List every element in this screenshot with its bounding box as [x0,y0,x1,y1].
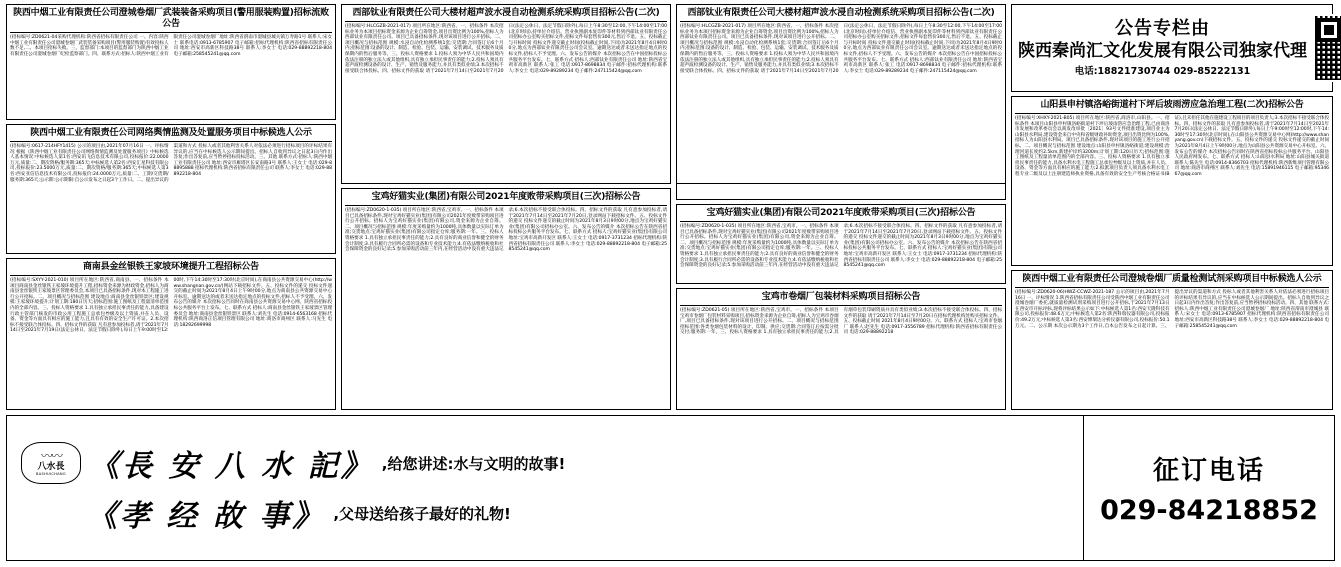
ad-logo-pinyin: BASHUICHANG [35,471,67,476]
notice-title: 陕西中烟工业有限责任公司澄城卷烟厂武装装备采购项目(警用服装购置)招标流败公告 [10,7,332,33]
ad-subscription[interactable] [1083,416,1334,560]
notice-block[interactable] [341,188,671,410]
notice-block[interactable] [341,4,671,184]
ad-logo-cn: 八水長 [37,461,65,472]
subscription-label: 征订电话 [1152,456,1265,486]
notice-title: 山阳县申村镇洛峪街道村下坪后坡雨涝应急治理工程(二次)招标公告 [1015,99,1329,114]
brand-block [1011,4,1333,92]
notice-block[interactable] [676,204,1006,284]
notice-title: 陕西中烟工业有限责任公司澄城卷烟厂质量检测试剂采购项目中标候选人公示 [1015,273,1329,288]
notice-title: 西部钛业有限责任公司大楼材超声波水浸自动检测系统采购项目招标公告(二次) [680,7,1002,22]
wave-icon: 〰〰 [40,448,61,463]
notice-body: (招标编号:ZD0621-04采购代理机构:陕西省招标有限责任公司 一、内容:陕西中烟工业有限责任公司澄城卷烟厂武装装备采购项目(警用服装购置)有效投标人数不足,二、本项目招标失败。三、监督部门:本项目的监督部门为陕西中烟工业有限责任公司澄城卷烟厂纪检监察部门。四、联系方式:招标人:陕西中烟工业有限责任公司澄城卷烟厂地址:陕西省渭南市澄城县城关镇万寿路1号 联系人:宋女士 联系电话:0913-6785907 电子邮箱:招标代理机构:陕西省招标有限责任公司 地址:西安市高新区科技路38号 联系人:李女士 电话:029-88892218-804 电子邮箱:258545241@qq.com [10,35,332,57]
notice-columns [6,4,1335,410]
notice-title: 宝鸡市卷烟厂包装材料采购项目招标公告 [680,291,1002,306]
bashuichang-logo-icon [21,442,81,484]
notice-title: 宝鸡好猫实业(集团)有限公司2021年度败带采购项目(三次)招标公告 [345,191,667,206]
brand-line-2: 陕西秦尚汇文化发展有限公司独家代理 [1018,40,1307,61]
notice-title: 西部钛业有限责任公司大楼材超声波水浸自动检测系统采购项目招标公告(二次) [345,7,667,22]
ad-subtitle-line-1: ,给您讲述:水与文明的故事! [381,454,566,473]
notice-body: (招标编号:ZD0620-1-035) 项目所在地区:陕西省,宝鸡市。一、招标条件 本项目已具备招标条件,现对宝鸡好猫实业(集团)有限公司2021年度败带采购项目进行公开招标。招标人为宝鸡好猫实业(集团)有限公司,资金来源为企业自筹。二、项目概况与招标范围 规模:年度采购量约为1000吨,具体数量以实际订单为准;交货地点:宝鸡好猫实业(集团)有限公司指定仓库;服务期:一年。三、投标人资格要求 1.具有独立承担民事责任的能力;2.具有良好的商业信誉和健全的财务会计制度;3.具有履行合同所必需的设备和专业技术能力;4.有依法缴纳税收和社会保障资金的良好记录;5.参加采购活动前三年内,在经营活动中没有重大违法记录;6.本次招标不接受联合体投标。四、招标文件的获取 凡有意参加投标者,请于2021年7月14日至2021年7月20日,登录网站下载招标文件。五、投标文件的递交 投标文件递交的截止时间为2021年8月3日9时00分,地点为宝鸡好猫实业(集团)有限公司招标办公室。六、发布公告的媒介 本次招标公告在陕西省招标投标公共服务平台发布。七、联系方式 招标人:宝鸡好猫实业(集团)有限公司 地址:宝鸡市高新开发区 联系人:王女士 电话:0917-3731234 招标代理机构:陕西省招标有限责任公司 联系人:李女士 电话:029-88892218-804 电子邮箱:258545241@qq.com [345,208,667,253]
ad-title-line-2: 《孝 经 故 事》 [87,499,326,534]
ad-subtitle-line-2: ,父母送给孩子最好的礼物! [333,504,511,523]
notice-body: (招标编号:ZD0620-06)HWZ-CCWZ-2021-187 公示的项目由,2021年7月16日 一、评标情况 1.陕西省招标有限责任公司受陕西中烟工业有限责任公司澄城卷烟厂委托,就质量检测试剂采购项目进行公开招标,于2021年7月13日在西安市开标评标,现将评标结果公示如下:中标候选人第1名:西安天隆科技有限公司,投标报价:48.6万元;中标候选人第2名:陕西科瑞仪器有限公司,投标报价:49.2万元;中标候选人第3名:西安博瑞达分析仪器有限公司,投标报价:50.1万元。二、公示期 本次公示期为3个工作日,自本公告发布之日起计算。三、提出异议的渠道和方式 投标人或者其他利害关系人对依法必须进行招标项目的评标结果有异议的,应当在中标候选人公示期间提出。招标人自收到异议之日起3日内作出答复;作出答复前,应当暂停招标投标活动。四、其他 联系方式:招标人:陕西中烟工业有限责任公司澄城卷烟厂 地址:陕西省渭南市澄城县 联系人:宋女士 电话:0913-6785907 招标代理机构:陕西省招标有限责任公司 地址:西安市高新区科技路38号 联系人:李女士 电话:029-88892218-804 电子邮箱:258545241@qq.com [1015,290,1329,329]
qr-code-icon[interactable] [1313,14,1341,82]
brand-text [1018,18,1307,79]
ad-row-1 [21,441,1073,485]
notice-body: (招标编号:ZD0621-05) 项目所在地区:陕西省,宝鸡市。一、招标条件 本项目宝鸡市卷烟厂包装材料采购项目,招标资金来源为企业自筹,招标人为宝鸡市卷烟厂,项目已具备招标条件,现对该项目进行公开招标。二、项目概况与招标范围 招标范围:各类卷烟包装材料的设计、印制、供应;交货期:合同签订后按需分批交付;服务期:一年。三、投标人资格要求 1.具有独立承担民事责任的能力;2.具有烟草包装印刷资质并具有类似业绩;3.本次招标不接受联合体投标。四、招标文件的获取 请于2021年7月14日至7月20日在招标代理机构处购买招标文件。五、投标截止时间 2021年8月4日9时00分。六、联系方式 招标人:宝鸡市卷烟厂 联系人:赵先生 电话:0917-3556789 招标代理机构:陕西省招标有限责任公司 电话:029-88892218 [680,308,1002,336]
brand-line-1: 公告专栏由 [1115,17,1210,39]
subscription-phone: 029-84218852 [1100,495,1318,526]
notice-body: (招标编号:SXYY-2021-010) 项目所在地区:陕西省,商南县。一、招标条件 本项目商南县金丝银铁王家坡环境提升工程,招标资金来源为财政资金,招标人为商南县金丝银铁王家坡景区管理委员会,本项目已具备招标条件,现对本工程施工进行公开招标。二、项目概况与招标范围 建设地点:商南县金丝银铁景区;建设规模:王家坡环境提升;计划工期:180日历天;招标范围:施工图纸及工程量清单范围内的全部内容。三、投标人资格要求 1.具有独立承担民事责任的能力,具备建设行政主管部门核发的市政公用工程施工总承包叁级及以上资质,并在人员、设备、资金等方面具有相应的施工能力,且具有有效的安全生产许可证。2.本次招标不接受联合体投标。四、招标文件的获取 凡有意参加投标者,请于2021年7月14日至2021年7月19日(法定公休日、法定节假日除外),每日上午9:00时至12:00时,下午14:30时至17:30时(北京时间),在商南县公共资源交易中心(http://www.shangnan.gov.cn/)网站下载招标文件。五、投标文件的递交 投标文件递交的截止时间为2021年8月4日上午9时00分,地点为商南县公共资源交易中心开标室。逾期送达的或者未送达指定地点的投标文件,招标人不予受理。六、发布公告的媒介 本次招标公告同时在商南县公共资源交易中心网、陕西省招标投标公共服务平台上发布。七、联系方式 招标人:商南县金丝银铁王家坡景区管理委员会 地址:商南县金丝银铁景区 联系人:刘先生 电话:0914-6563168 招标代理机构:陕西商洛正信项目管理有限公司 地址:商洛市商州区 联系人:马先生 电话:18292699998 [10,278,332,334]
notice-title: 商南县金丝银铁王家坡环境提升工程招标公告 [10,261,332,276]
notice-block[interactable] [1011,96,1333,266]
notice-title: 陕西中烟工业有限责任公司网络舆情监测及处置服务项目中标候选人公示 [10,127,332,142]
notice-body: (招标编号:HLCGZB-2021-017) 项目所在地区:陕西省。一、招标条件 本次招标业务为本项目招标资金来源为企业自筹资金,项目出资比例为100%,招标人为西部钛业有限责任公司。项目已具备招标条件,现对该项目进行公开招标。二、项目概况与招标范围 规模:水浸自动化检测系统1套;交货期:合同签订后6个月内;招标范围:设备的设计、制造、检验、包装、运输、安装调试、技术服务及质保期内的售后服务等。三、投标人资格要求 1.投标人须为中华人民共和国境内依法注册的独立法人或其他组织,具有独立承担民事责任的能力;2.投标人须具有超声波检测设备的设计、生产、销售及服务能力,并具有类似业绩;3.本次招标不接受联合体投标。四、招标文件的获取 请于2021年7月14日至2021年7月20日(法定公休日、法定节假日除外),每日上午8:30至12:00,下午14:00至17:00(北京时间),持单位介绍信、营业执照副本复印件等材料到西部钛业有限责任公司招标办公室购买招标文件,招标文件每套售价300元,售后不退。五、投标截止与开标时间 投标文件递交截止时间(投标截止时间,下同)为2021年8月4日9时00分,地点为西部钛业有限责任公司会议室。逾期送达或者未送达指定地点的投标文件,招标人不予受理。六、发布公告的媒介 本次招标公告在中国招标投标公共服务平台发布。七、联系方式 招标人:西部钛业有限责任公司 地址:陕西省宝鸡市高新区 联系人:张工 电话:0917-8698834 电子邮件:招标代理机构:联系人:李女士 电话:029-89289234 电子邮件:247115424@qq.com [680,24,1002,74]
ad-title-line-1: 《長 安 八 水 記》 [89,449,374,484]
notice-block[interactable] [1011,270,1333,410]
notice-body: (招标编号:ZD0620-1-035) 项目所在地区:陕西省,宝鸡市。一、招标条件 本项目已具备招标条件,现对宝鸡好猫实业(集团)有限公司2021年度败带采购项目进行公开招标。招标人为宝鸡好猫实业(集团)有限公司,资金来源为企业自筹。二、项目概况与招标范围 规模:年度采购量约为1000吨,具体数量以实际订单为准;交货地点:宝鸡好猫实业(集团)有限公司指定仓库;服务期:一年。三、投标人资格要求 1.具有独立承担民事责任的能力;2.具有良好的商业信誉和健全的财务会计制度;3.具有履行合同所必需的设备和专业技术能力;4.有依法缴纳税收和社会保障资金的良好记录;5.参加采购活动前三年内,在经营活动中没有重大违法记录;6.本次招标不接受联合体投标。四、招标文件的获取 凡有意参加投标者,请于2021年7月14日至2021年7月20日,登录网站下载招标文件。五、投标文件的递交 投标文件递交的截止时间为2021年8月3日9时00分,地点为宝鸡好猫实业(集团)有限公司招标办公室。六、发布公告的媒介 本次招标公告在陕西省招标投标公共服务平台发布。七、联系方式 招标人:宝鸡好猫实业(集团)有限公司 地址:宝鸡市高新开发区 联系人:王女士 电话:0917-3731234 招标代理机构:陕西省招标有限责任公司 联系人:李女士 电话:029-88892218-804 电子邮箱:258545241@qq.com [680,224,1002,269]
ad-content [7,416,1083,560]
column-4 [1011,4,1333,410]
advertisement[interactable] [6,415,1335,561]
ad-row-2 [21,491,1073,535]
column-2 [341,4,671,410]
notice-title: 宝鸡好猫实业(集团)有限公司2021年度败带采购项目(三次)招标公告 [680,207,1002,222]
column-1 [6,4,336,410]
notice-block[interactable] [676,4,1006,200]
notice-body: (招标编号:HLCGZB-2021-017) 项目所在地区:陕西省。一、招标条件 本次招标业务为本项目招标资金来源为企业自筹资金,项目出资比例为100%,招标人为西部钛业有限责任公司。项目已具备招标条件,现对该项目进行公开招标。二、项目概况与招标范围 规模:水浸自动化检测系统1套;交货期:合同签订后6个月内;招标范围:设备的设计、制造、检验、包装、运输、安装调试、技术服务及质保期内的售后服务等。三、投标人资格要求 1.投标人须为中华人民共和国境内依法注册的独立法人或其他组织,具有独立承担民事责任的能力;2.投标人须具有超声波检测设备的设计、生产、销售及服务能力,并具有类似业绩;3.本次招标不接受联合体投标。四、招标文件的获取 请于2021年7月14日至2021年7月20日(法定公休日、法定节假日除外),每日上午8:30至12:00,下午14:00至17:00(北京时间),持单位介绍信、营业执照副本复印件等材料到西部钛业有限责任公司招标办公室购买招标文件,招标文件每套售价300元,售后不退。五、投标截止与开标时间 投标文件递交截止时间(投标截止时间,下同)为2021年8月4日9时00分,地点为西部钛业有限责任公司会议室。逾期送达或者未送达指定地点的投标文件,招标人不予受理。六、发布公告的媒介 本次招标公告在中国招标投标公共服务平台发布。七、联系方式 招标人:西部钛业有限责任公司 地址:陕西省宝鸡市高新区 联系人:张工 电话:0917-8698834 电子邮件:招标代理机构:联系人:李女士 电话:029-89289234 电子邮件:247115424@qq.com [345,24,667,74]
notice-block[interactable] [6,4,336,120]
notice-block[interactable] [6,124,336,254]
notice-body: (招标编号:XHXY-2021-B05) 项目所在地区:陕西省,商洛市,山阳县。一、招标条件 本项目山阳县申村镇洛峪街道村下坪后坡雨涝应急治理工程,已由商洛市发展和改革委员会以商发改审批〔2021〕93号文件批准建设,项目业主为山阳县水利局,建设资金来自中央和省级财政补助资金,项目出资比例为100%,招标人为山阳县水利局。项目已具备招标条件,现对该项目的施工进行公开招标。二、项目概况与招标范围 建设地点:山阳县申村镇洛峪街道;建设规模:治理河道长度约2.5km,新建护岸约3200m;计划工期:120日历天;招标范围:施工图纸及工程量清单范围内的全部内容。三、投标人资格要求 1.具有独立承担民事责任的能力,具备水利水电工程施工总承包叁级及以上资质,并在人员、设备、资金等方面具有相应的施工能力;2.拟派项目负责人须具备水利水电工程专业二级及以上注册建造师执业资格,具备有效的安全生产考核合格证书(B证),且未担任其他在施建设工程项目的项目负责人;3.本次招标不接受联合体投标。四、招标文件的获取 凡有意参加投标者,请于2021年7月14日至2021年7月20日(法定公休日、法定节假日除外),每日上午9:00时至12:00时,下午14:30时至17:30时(北京时间),在山阳县公共资源交易中心网(http://www.shanyang.gov.cn)下载招标文件。五、投标文件的递交 投标文件递交的截止时间为2021年8月4日上午9时00分,地点为山阳县公共资源交易中心开标室。六、发布公告的媒介 本次招标公告同时在陕西省招标投标公共服务平台、山阳县人民政府网发布。七、联系方式 招标人:山阳县水利局 地址:山阳县城关街道 联系人:陈先生 电话:0914-8366703 招标代理机构:陕西新维项目管理有限公司 地址:商洛市商州区 联系人:刘先生 电话:15891946115 电子邮箱:9534667@qq.com [1015,116,1329,177]
notice-body: (招标编号:0617-214HFY1415) 公示的项目由,2021年07月16日 一、评标情况 根据《陕西中烟工业有限责任公司网络舆情监测及处置服务项目》中标候选人基本情况:中标候选人第1名:西安讯飞信息技术有限公司,投标报价:22.0000万元,质量:二、期次资格/服务期:365天;中标候选人第2名:西安汇星科技有限公司,投标报价:23.5000万元,质量:二、期次资格/服务期:365天;中标候选人第3名:西安亚信信息技术有限公司,投标报价:24.0000万元,质量:二、工期/交货期/服务期:365天;公示期:公示期限:自公示发布之日起3个工作日。二、提出异议的渠道和方式 投标人或者其他利害关系人对依法必须进行招标项目的评标结果有异议的,应当在中标候选人公示期间提出。招标人自收到异议之日起3日内作出答复;作出答复前,应当暂停招标投标活动。三、其他 联系方式:招标人:陕西中烟工业有限责任公司 地址:西安市雁塔区长安南路3号 联系人:王女士 电话:029-88895888 招标代理机构:陕西省招标有限责任公司 联系人:李女士 电话:029-88892218-804 [10,144,332,183]
notice-block[interactable] [676,288,1006,410]
column-3-content [676,4,1006,410]
notice-block[interactable] [6,258,336,410]
brand-phone: 电话:18821730744 029-85222131 [1074,65,1251,77]
